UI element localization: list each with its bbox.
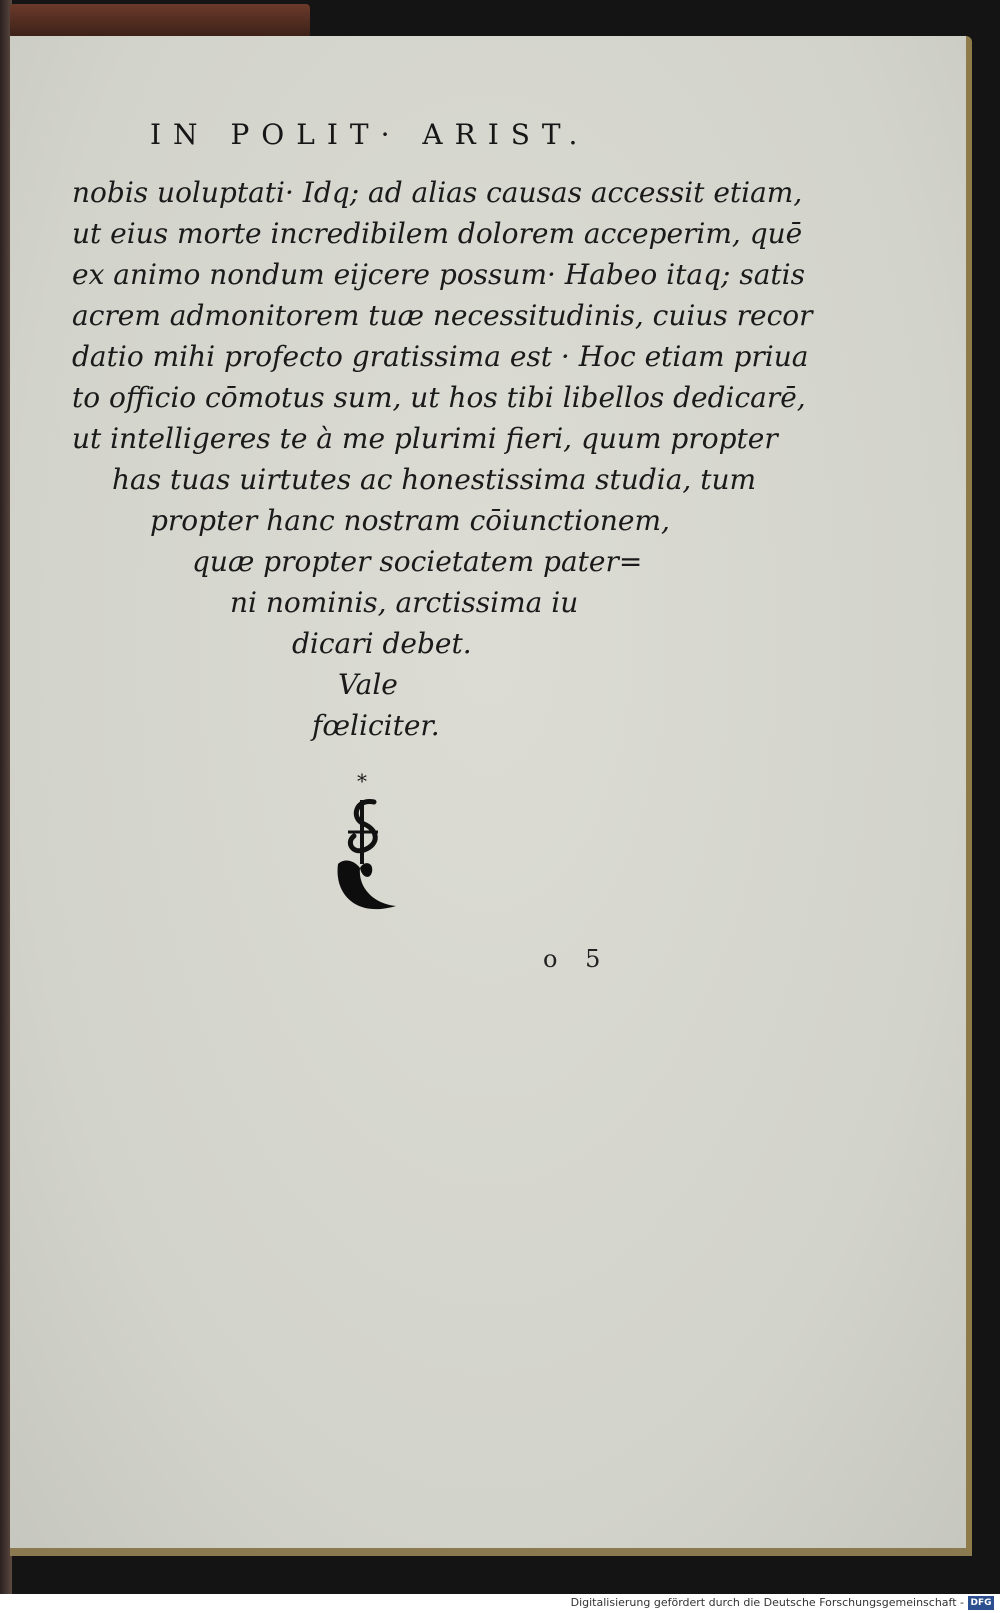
signature-mark: o 5	[543, 945, 611, 973]
dfg-logo: DFG	[968, 1596, 994, 1610]
text-line: ut intelligeres te à me plurimi fieri, quum propter	[72, 422, 778, 455]
printer-ornament	[330, 772, 410, 932]
text-line: quæ propter societatem pater=	[192, 545, 643, 578]
footer-bar	[0, 1594, 1000, 1613]
text-line: has tuas uirtutes ac honestissima studia, tum	[112, 463, 757, 496]
text-line: ut eius morte incredibilem dolorem acceperim, quē	[72, 217, 803, 250]
text-line: ex animo nondum eijcere possum· Habeo itaq; satis	[72, 258, 805, 291]
text-line: propter hanc nostram cōiunctionem,	[150, 504, 670, 537]
text-line: dicari debet.	[292, 627, 472, 660]
text-line: datio mihi profecto gratissima est · Hoc etiam priua	[72, 340, 809, 373]
funding-notice: Digitalisierung gefördert durch die Deutsche Forschungsgemeinschaft -	[570, 1596, 964, 1609]
running-head: IN POLIT· ARIST.	[150, 118, 590, 151]
text-line: acrem admonitorem tuæ necessitudinis, cuius recor	[72, 299, 813, 332]
text-line: Vale	[338, 668, 398, 701]
ornament-star: *	[357, 772, 367, 793]
text-line: to officio cōmotus sum, ut hos tibi libellos dedicarē,	[72, 381, 806, 414]
text-line: ni nominis, arctissima iu	[230, 586, 579, 619]
text-line: fœliciter.	[312, 709, 440, 742]
binding-edge	[10, 4, 310, 38]
text-line: nobis uoluptati· Idq; ad alias causas accessit etiam,	[72, 176, 803, 209]
